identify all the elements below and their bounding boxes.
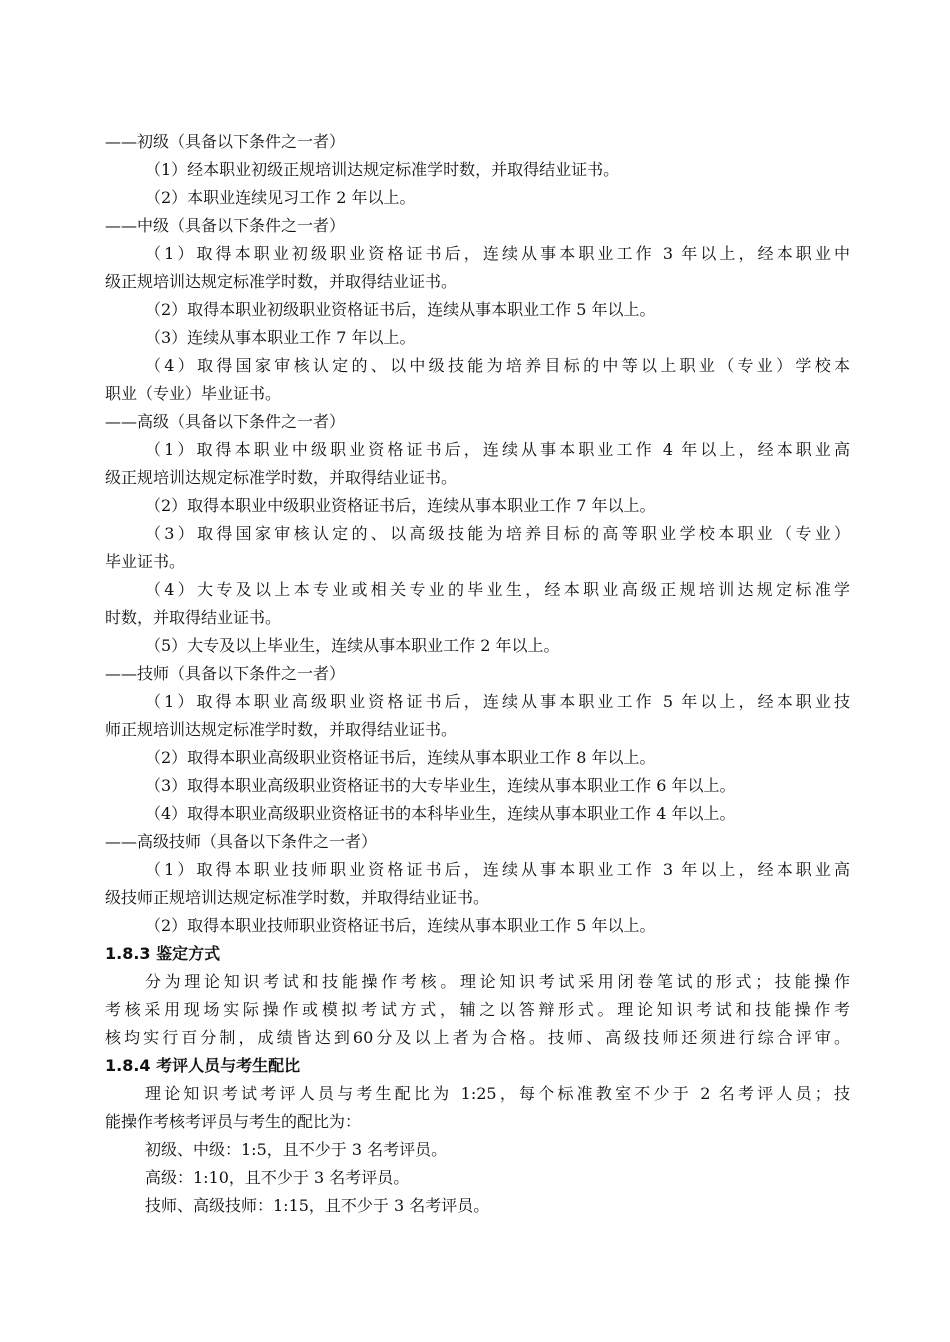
- text-line: 技师、高级技师：1:15，且不少于 3 名考评员。: [145, 1196, 490, 1215]
- text-line: （1）取得本职业初级职业资格证书后，连续从事本职业工作 3 年以上，经本职业中: [145, 244, 850, 263]
- text-line: （3）取得本职业高级职业资格证书的大专毕业生，连续从事本职业工作 6 年以上。: [145, 776, 736, 795]
- text-line: 高级：1:10，且不少于 3 名考评员。: [145, 1168, 410, 1187]
- text-line: 级正规培训达规定标准学时数，并取得结业证书。: [105, 272, 458, 291]
- text-line: （4）大专及以上本专业或相关专业的毕业生，经本职业高级正规培训达规定标准学: [145, 580, 850, 599]
- text-line: ——高级（具备以下条件之一者）: [105, 412, 346, 431]
- text-line: （1）取得本职业高级职业资格证书后，连续从事本职业工作 5 年以上，经本职业技: [145, 692, 850, 711]
- text-line: 职业（专业）毕业证书。: [105, 384, 282, 403]
- text-line: 能操作考核考评员与考生的配比为：: [105, 1112, 362, 1131]
- text-line: （2）取得本职业技师职业资格证书后，连续从事本职业工作 5 年以上。: [145, 916, 656, 935]
- text-line: （1）经本职业初级正规培训达规定标准学时数，并取得结业证书。: [145, 160, 620, 179]
- text-line: ——中级（具备以下条件之一者）: [105, 216, 346, 235]
- text-line: （2）取得本职业初级职业资格证书后，连续从事本职业工作 5 年以上。: [145, 300, 656, 319]
- text-line: （1）取得本职业中级职业资格证书后，连续从事本职业工作 4 年以上，经本职业高: [145, 440, 850, 459]
- text-line: 分为理论知识考试和技能操作考核。理论知识考试采用闭卷笔试的形式；技能操作: [145, 972, 850, 991]
- text-line: （4）取得本职业高级职业资格证书的本科毕业生，连续从事本职业工作 4 年以上。: [145, 804, 736, 823]
- text-line: （2）取得本职业高级职业资格证书后，连续从事本职业工作 8 年以上。: [145, 748, 656, 767]
- text-line: （2）取得本职业中级职业资格证书后，连续从事本职业工作 7 年以上。: [145, 496, 656, 515]
- text-line: ——技师（具备以下条件之一者）: [105, 664, 346, 683]
- text-line: ——高级技师（具备以下条件之一者）: [105, 832, 378, 851]
- text-line: 考核采用现场实际操作或模拟考试方式，辅之以答辩形式。理论知识考试和技能操作考: [105, 1000, 850, 1019]
- text-line: 毕业证书。: [105, 552, 186, 571]
- text-line: 时数，并取得结业证书。: [105, 608, 282, 627]
- text-line: ——初级（具备以下条件之一者）: [105, 132, 346, 151]
- text-line: （5）大专及以上毕业生，连续从事本职业工作 2 年以上。: [145, 636, 560, 655]
- section-heading: 1.8.4 考评人员与考生配比: [105, 1056, 301, 1075]
- text-line: 级正规培训达规定标准学时数，并取得结业证书。: [105, 468, 458, 487]
- text-line: （3）取得国家审核认定的、以高级技能为培养目标的高等职业学校本职业（专业）: [145, 524, 850, 543]
- text-line: （3）连续从事本职业工作 7 年以上。: [145, 328, 416, 347]
- text-line: 级技师正规培训达规定标准学时数，并取得结业证书。: [105, 888, 490, 907]
- text-line: 初级、中级：1:5，且不少于 3 名考评员。: [145, 1140, 448, 1159]
- text-line: （2）本职业连续见习工作 2 年以上。: [145, 188, 416, 207]
- document-page: [105, 128, 850, 1220]
- text-line: 核均实行百分制，成绩皆达到60分及以上者为合格。技师、高级技师还须进行综合评审。: [105, 1028, 850, 1047]
- text-line: （4）取得国家审核认定的、以中级技能为培养目标的中等以上职业（专业）学校本: [145, 356, 850, 375]
- text-line: （1）取得本职业技师职业资格证书后，连续从事本职业工作 3 年以上，经本职业高: [145, 860, 850, 879]
- text-line: 师正规培训达规定标准学时数，并取得结业证书。: [105, 720, 458, 739]
- section-heading: 1.8.3 鉴定方式: [105, 944, 221, 963]
- text-line: 理论知识考试考评人员与考生配比为 1:25，每个标准教室不少于 2 名考评人员；技: [145, 1084, 850, 1103]
